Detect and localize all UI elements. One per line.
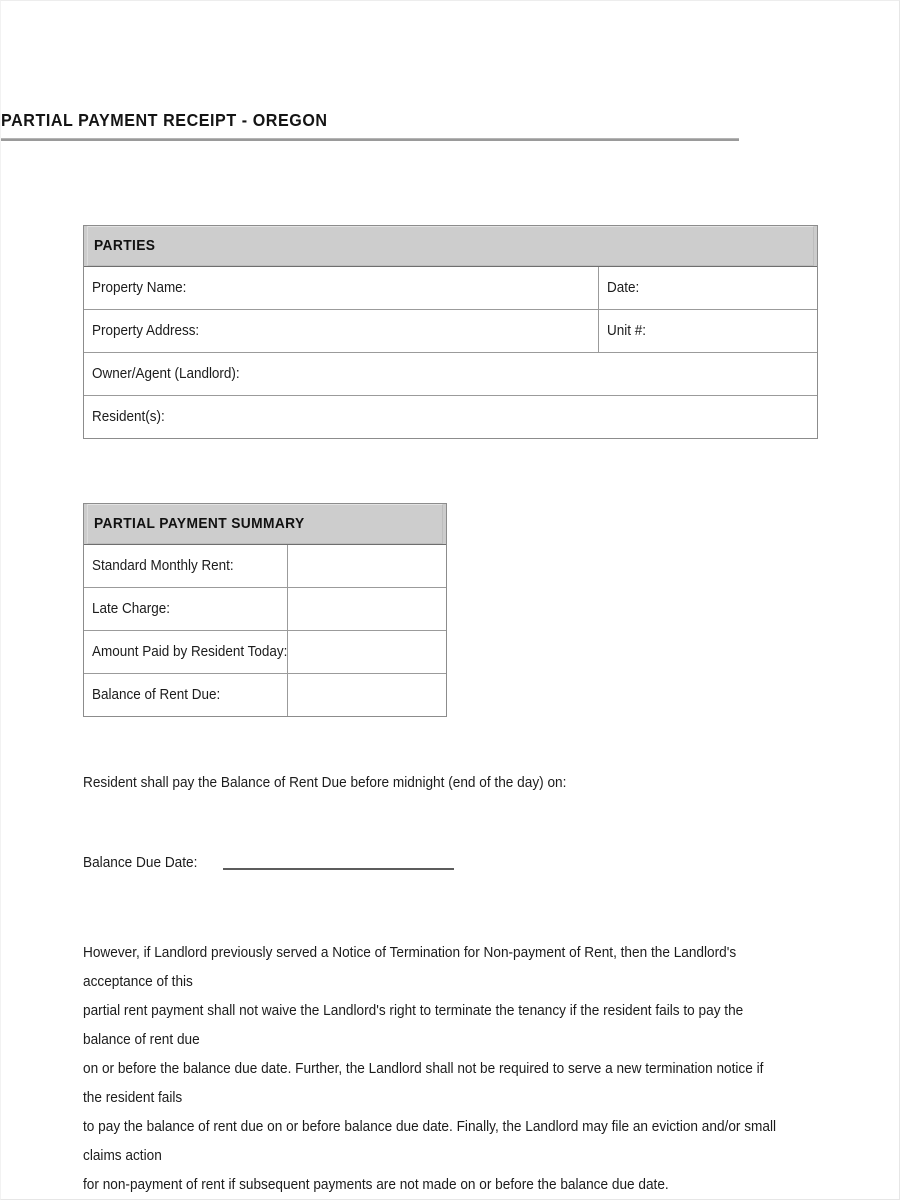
- standard-monthly-rent-label: Standard Monthly Rent:: [92, 558, 234, 574]
- summary-section-header: [84, 504, 446, 545]
- table-row: [84, 353, 817, 396]
- residents-label: Resident(s):: [92, 409, 165, 425]
- summary-header-label: PARTIAL PAYMENT SUMMARY: [94, 515, 305, 532]
- parties-table: [83, 225, 818, 439]
- table-row: [84, 588, 446, 631]
- table-row-header: [84, 226, 817, 267]
- amount-paid-today-value[interactable]: [288, 631, 446, 674]
- late-charge-label: Late Charge:: [92, 601, 170, 617]
- property-address-field[interactable]: [84, 310, 599, 353]
- payment-deadline-text: Resident shall pay the Balance of Rent Due before midnight (end of the day) on:: [83, 775, 567, 791]
- table-row: [84, 310, 817, 353]
- disclaimer-line-3: on or before the balance due date. Further, the Landlord shall not be required to serve a new termination notice if the resident fails: [83, 1061, 764, 1106]
- balance-due-date-row: [83, 853, 503, 873]
- balance-due-date-input-line[interactable]: [223, 868, 454, 870]
- unit-number-label: Unit #:: [607, 323, 646, 339]
- table-row: [84, 545, 446, 588]
- late-charge-value[interactable]: [288, 588, 446, 631]
- disclaimer-line-2: partial rent payment shall not waive the Landlord's right to terminate the tenancy if the resident fails to pay the balance of rent due: [83, 1003, 744, 1048]
- owner-agent-field[interactable]: [84, 353, 817, 396]
- table-row: [84, 631, 446, 674]
- late-charge-label-cell: [84, 588, 288, 631]
- balance-of-rent-due-label: Balance of Rent Due:: [92, 687, 221, 703]
- property-name-label: Property Name:: [92, 280, 187, 296]
- partial-payment-summary-table: [83, 503, 447, 717]
- standard-monthly-rent-value[interactable]: [288, 545, 446, 588]
- page-title: PARTIAL PAYMENT RECEIPT - OREGON: [1, 110, 328, 130]
- unit-number-field[interactable]: [599, 310, 817, 353]
- property-address-label: Property Address:: [92, 323, 200, 339]
- disclaimer-line-5: for non-payment of rent if subsequent payments are not made on or before the balance due date.: [83, 1177, 669, 1193]
- parties-header-label: PARTIES: [94, 237, 156, 254]
- table-row: [84, 674, 446, 716]
- parties-section-header: [84, 226, 817, 267]
- table-row: [84, 396, 817, 438]
- disclaimer-line-4: to pay the balance of rent due on or before balance due date. Finally, the Landlord may file an eviction and/or small claims action: [83, 1119, 777, 1164]
- amount-paid-today-label: Amount Paid by Resident Today:: [92, 644, 288, 660]
- balance-of-rent-due-label-cell: [84, 674, 288, 716]
- table-row-header: [84, 504, 446, 545]
- date-field[interactable]: [599, 267, 817, 310]
- date-label: Date:: [607, 280, 640, 296]
- disclaimer-paragraph: [83, 939, 783, 1200]
- amount-paid-today-label-cell: [84, 631, 288, 674]
- residents-field[interactable]: [84, 396, 817, 438]
- property-name-field[interactable]: [84, 267, 599, 310]
- balance-of-rent-due-value[interactable]: [288, 674, 446, 716]
- table-row: [84, 267, 817, 310]
- standard-monthly-rent-label-cell: [84, 545, 288, 588]
- owner-agent-label: Owner/Agent (Landlord):: [92, 366, 240, 382]
- document-header: [1, 109, 739, 141]
- balance-due-date-label: Balance Due Date:: [83, 855, 198, 871]
- disclaimer-line-1: However, if Landlord previously served a Notice of Termination for Non-payment of Rent, then the Landlord's acceptance of this: [83, 945, 737, 990]
- title-divider: [1, 138, 739, 141]
